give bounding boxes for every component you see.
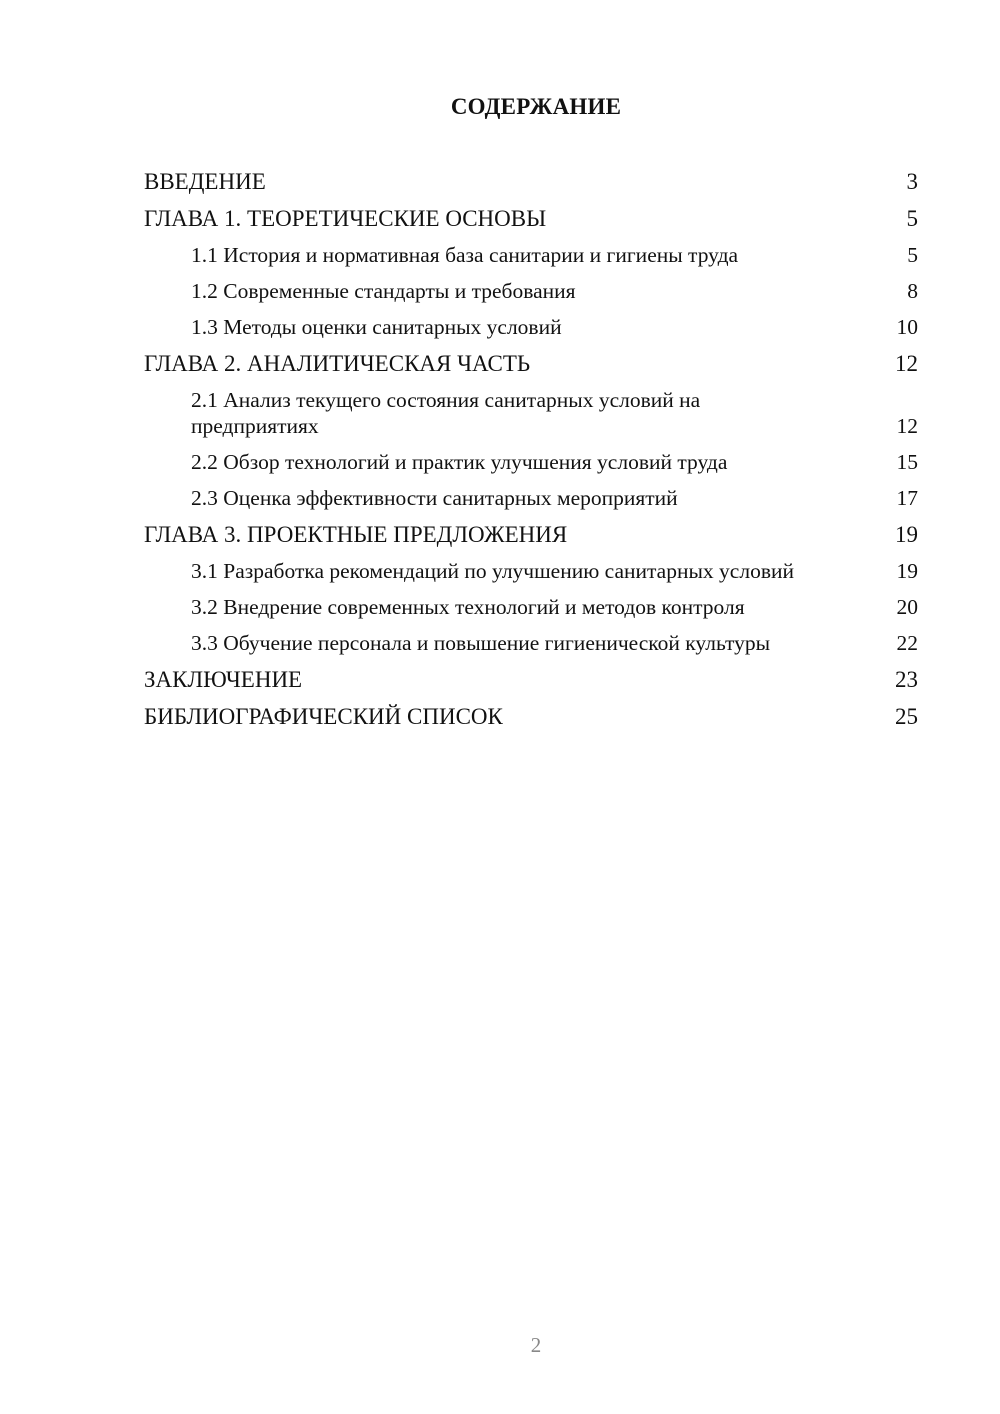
toc-entry-section-3-1[interactable] [144, 558, 918, 584]
toc-entry-page: 19 [896, 559, 918, 583]
toc-entry-title: ЗАКЛЮЧЕНИЕ [144, 667, 303, 692]
toc-entry-title: 3.1 Разработка рекомендаций по улучшению санитарных условий [191, 559, 794, 583]
toc-entry-title: ГЛАВА 2. АНАЛИТИЧЕСКАЯ ЧАСТЬ [144, 351, 531, 376]
toc-entry-chapter-3[interactable] [144, 521, 918, 548]
toc-entry-section-2-2[interactable] [144, 449, 918, 475]
page-title: СОДЕРЖАНИЕ [450, 94, 622, 119]
toc-entry-page: 20 [896, 595, 918, 619]
toc-entry-page: 15 [896, 450, 918, 474]
toc-entry-title: 3.2 Внедрение современных технологий и методов контроля [191, 595, 745, 619]
toc-entry-section-1-3[interactable] [144, 314, 918, 340]
toc-entry-page: 23 [895, 667, 918, 692]
toc-entry-conclusion[interactable] [144, 666, 918, 693]
toc-entry-section-3-3[interactable] [144, 630, 918, 656]
toc-entry-chapter-2[interactable] [144, 350, 918, 377]
toc-entry-section-1-1[interactable] [144, 242, 918, 268]
toc-entry-page: 12 [895, 351, 918, 376]
table-of-contents [144, 168, 918, 740]
toc-entry-section-3-2[interactable] [144, 594, 918, 620]
toc-entry-page: 25 [895, 704, 918, 729]
toc-entry-page: 10 [896, 315, 918, 339]
toc-entry-section-2-1[interactable] [144, 387, 918, 439]
toc-entry-title: 2.2 Обзор технологий и практик улучшения условий труда [191, 450, 728, 474]
toc-entry-section-2-3[interactable] [144, 485, 918, 511]
toc-entry-introduction[interactable] [144, 168, 918, 195]
toc-entry-chapter-1[interactable] [144, 205, 918, 232]
toc-entry-page: 5 [906, 206, 918, 231]
toc-entry-page: 3 [906, 169, 918, 194]
toc-entry-title: ГЛАВА 1. ТЕОРЕТИЧЕСКИЕ ОСНОВЫ [144, 206, 547, 231]
toc-entry-title: ГЛАВА 3. ПРОЕКТНЫЕ ПРЕДЛОЖЕНИЯ [144, 522, 568, 547]
toc-entry-title: БИБЛИОГРАФИЧЕСКИЙ СПИСОК [144, 704, 503, 729]
toc-entry-section-1-2[interactable] [144, 278, 918, 304]
toc-entry-page: 19 [895, 522, 918, 547]
toc-entry-page: 22 [896, 631, 918, 655]
toc-entry-bibliography[interactable] [144, 703, 918, 730]
toc-entry-title: 1.3 Методы оценки санитарных условий [191, 315, 562, 339]
toc-entry-title: 2.1 Анализ текущего состояния санитарных условий на предприятиях [191, 388, 701, 438]
page-number: 2 [530, 1333, 542, 1357]
toc-entry-page: 12 [896, 414, 918, 438]
toc-entry-page: 8 [907, 279, 918, 303]
toc-entry-title: 3.3 Обучение персонала и повышение гигиенической культуры [191, 631, 771, 655]
toc-entry-title: 1.1 История и нормативная база санитарии и гигиены труда [191, 243, 739, 267]
toc-entry-title: ВВЕДЕНИЕ [144, 169, 266, 194]
toc-entry-page: 5 [907, 243, 918, 267]
toc-entry-title: 2.3 Оценка эффективности санитарных мероприятий [191, 486, 678, 510]
toc-entry-page: 17 [896, 486, 918, 510]
toc-entry-title: 1.2 Современные стандарты и требования [191, 279, 576, 303]
